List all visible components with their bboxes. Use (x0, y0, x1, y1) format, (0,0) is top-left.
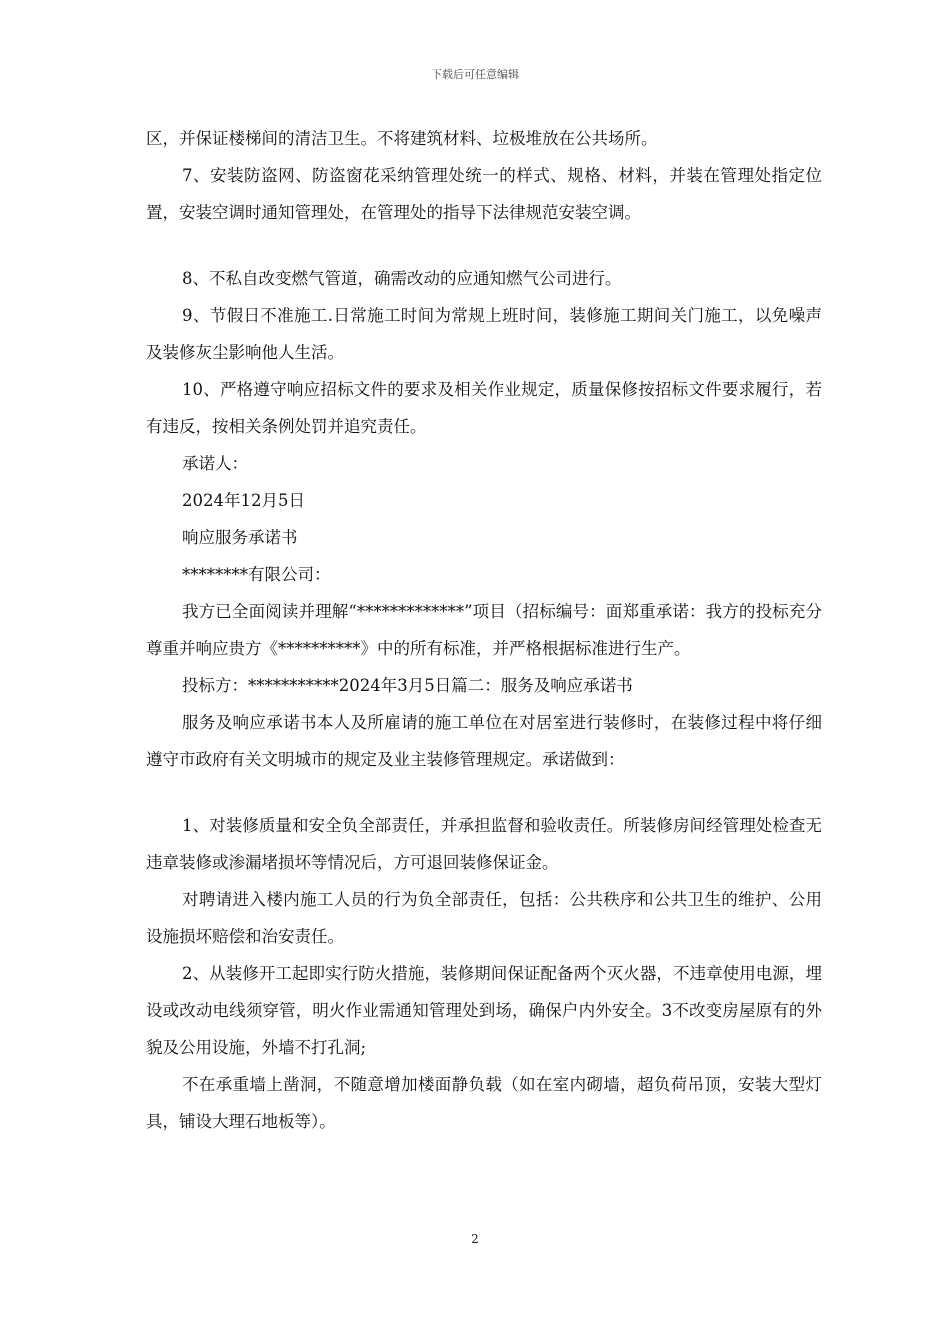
paragraph-responsibility: 对聘请进入楼内施工人员的行为负全部责任，包括：公共秩序和公共卫生的维护、公用设施损坏赔偿和治安责任。 (146, 890, 822, 946)
paragraph-item-10: 10、严格遵守响应招标文件的要求及相关作业规定，质量保修按招标文件要求履行，若有违反，按相关条例处罚并追究责任。 (146, 380, 822, 436)
bidder-line: 投标方：***********2024年3月5日篇二：服务及响应承诺书 (182, 676, 633, 695)
paragraph-item-1: 1、对装修质量和安全负全部责任，并承担监督和验收责任。所装修房间经管理处检查无违章装修或渗漏堵损坏等情况后，方可退回装修保证金。 (146, 816, 822, 872)
paragraph-item-7: 7、安装防盗网、防盗窗花采纳管理处统一的样式、规格、材料，并装在管理处指定位置，安装空调时通知管理处，在管理处的指导下法律规范安装空调。 (146, 166, 822, 222)
page-number: 2 (471, 1232, 479, 1246)
paragraph-item-9: 9、节假日不准施工.日常施工时间为常规上班时间，装修施工期间关门施工，以免噪声及装修灰尘影响他人生活。 (146, 306, 822, 362)
paragraph-continuation: 区，并保证楼梯间的清洁卫生。不将建筑材料、垃极堆放在公共场所。 (146, 129, 658, 148)
signatory-label: 承诺人： (182, 454, 248, 473)
section-title: 响应服务承诺书 (182, 528, 298, 547)
paragraph-item-8: 8、不私自改变燃气管道，确需改动的应通知燃气公司进行。 (182, 269, 622, 288)
paragraph-intro: 服务及响应承诺书本人及所雇请的施工单位在对居室进行装修时，在装修过程中将仔细遵守市政府有关文明城市的规定及业主装修管理规定。承诺做到： (146, 713, 822, 769)
addressee: ********有限公司： (182, 565, 331, 584)
page-header: 下载后可任意编辑 (431, 68, 519, 81)
blank-gap (146, 778, 822, 807)
paragraph-commitment: 我方已全面阅读并理解“*************”项目（招标编号：面郑重承诺：我方的投标充分尊重并响应贵方《**********》中的所有标准，并严格根据标准进行生产。 (146, 602, 822, 658)
paragraph-item-2: 2、从装修开工起即实行防火措施，装修期间保证配备两个灭火器，不违章使用电源，埋设或改动电线须穿管，明火作业需通知管理处到场，确保户内外安全。3不改变房屋原有的外貌及公用设施，外墙不打孔洞; (146, 964, 822, 1057)
signature-date: 2024年12月5日 (182, 491, 305, 510)
blank-gap (146, 231, 822, 260)
paragraph-load-bearing: 不在承重墙上凿洞，不随意增加楼面静负载（如在室内砌墙，超负荷吊顶，安装大型灯具，铺设大理石地板等）。 (146, 1075, 822, 1131)
document-body (146, 120, 822, 1140)
